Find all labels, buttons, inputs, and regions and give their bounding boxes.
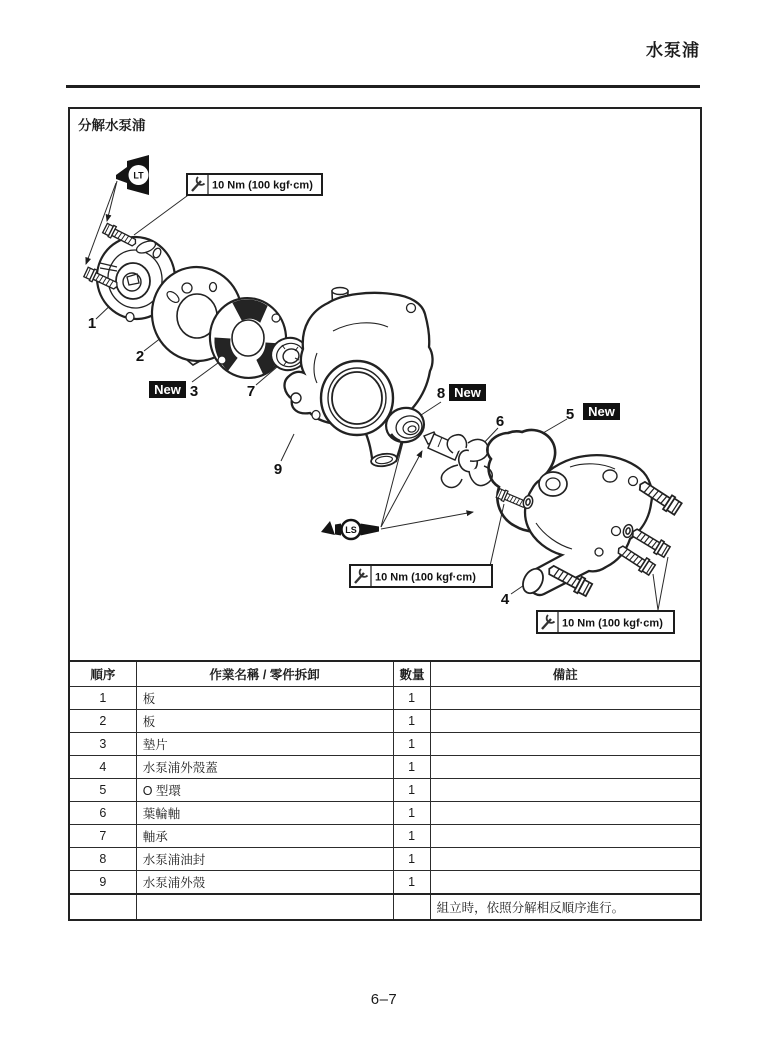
cell-qty: 1 xyxy=(393,733,430,756)
table-header-row xyxy=(69,661,701,687)
new-badge-5 xyxy=(583,403,620,420)
cell-name: 水泵浦外殼 xyxy=(136,871,393,895)
part-callout-1: 1 xyxy=(87,315,97,332)
table-row xyxy=(69,825,701,848)
cell-order: 9 xyxy=(69,871,136,895)
cell-remarks xyxy=(430,710,701,733)
part-callout-9: 9 xyxy=(273,461,283,478)
table-row xyxy=(69,802,701,825)
torque-value: 10 Nm (100 kgf·cm) xyxy=(212,179,313,192)
cell-remarks xyxy=(430,848,701,871)
col-header-order: 順序 xyxy=(69,661,136,687)
part-callout-6: 6 xyxy=(495,413,505,430)
part-callout-2: 2 xyxy=(135,348,145,365)
table-row xyxy=(69,779,701,802)
exploded-diagram-svg xyxy=(70,131,700,662)
ls-marker xyxy=(321,520,379,539)
cell-remarks xyxy=(430,802,701,825)
cell-qty: 1 xyxy=(393,825,430,848)
cell-name: 板 xyxy=(136,687,393,710)
torque-value: 10 Nm (100 kgf·cm) xyxy=(562,617,663,630)
page-title: 水泵浦 xyxy=(646,41,700,60)
header-rule xyxy=(66,85,700,88)
cell-order: 1 xyxy=(69,687,136,710)
col-header-name: 作業名稱 / 零件拆卸 xyxy=(136,661,393,687)
assembly-note-row xyxy=(69,894,701,920)
cell-qty: 1 xyxy=(393,687,430,710)
bolt-icon xyxy=(629,525,670,558)
cell-name: 水泵浦油封 xyxy=(136,848,393,871)
assembly-note: 組立時，依照分解相反順序進行。 xyxy=(430,894,701,920)
cell-remarks xyxy=(430,871,701,895)
torque-value: 10 Nm (100 kgf·cm) xyxy=(375,571,476,584)
part-callout-5: 5 xyxy=(565,406,575,423)
cell-remarks xyxy=(430,687,701,710)
page-number: 6–7 xyxy=(370,991,398,1008)
cell-qty: 1 xyxy=(393,779,430,802)
new-badge-label: New xyxy=(454,385,481,400)
cell-name: 水泵浦外殼蓋 xyxy=(136,756,393,779)
cell-order: 3 xyxy=(69,733,136,756)
table-row xyxy=(69,871,701,895)
table-row xyxy=(69,848,701,871)
cell-order: 8 xyxy=(69,848,136,871)
cell-remarks xyxy=(430,779,701,802)
cell-order xyxy=(69,894,136,920)
table-row xyxy=(69,710,701,733)
torque-callout-1 xyxy=(187,174,322,195)
lt-marker xyxy=(116,155,149,195)
table-row xyxy=(69,733,701,756)
cell-qty: 1 xyxy=(393,871,430,895)
cell-name: 板 xyxy=(136,710,393,733)
parts-table xyxy=(68,660,702,921)
part-callout-3: 3 xyxy=(189,383,199,400)
torque-callout-2 xyxy=(350,565,492,587)
cell-qty: 1 xyxy=(393,710,430,733)
new-badge-3 xyxy=(149,381,186,398)
cell-name: 葉輪軸 xyxy=(136,802,393,825)
cell-remarks xyxy=(430,756,701,779)
cell-name: 軸承 xyxy=(136,825,393,848)
lt-marker-label: LT xyxy=(133,170,144,181)
ls-marker-label: LS xyxy=(345,525,357,535)
cell-qty: 1 xyxy=(393,756,430,779)
part-callout-7: 7 xyxy=(246,383,256,400)
cell-qty: 1 xyxy=(393,802,430,825)
part-callout-4: 4 xyxy=(500,591,510,608)
cell-order: 5 xyxy=(69,779,136,802)
cell-qty xyxy=(393,894,430,920)
table-row xyxy=(69,756,701,779)
part-6 xyxy=(424,432,492,488)
diagram-panel xyxy=(68,107,702,915)
cell-name: 墊片 xyxy=(136,733,393,756)
ls-tube-icon xyxy=(321,521,335,535)
cell-order: 2 xyxy=(69,710,136,733)
cell-remarks xyxy=(430,733,701,756)
cell-order: 4 xyxy=(69,756,136,779)
cell-order: 7 xyxy=(69,825,136,848)
table-row xyxy=(69,687,701,710)
new-badge-label: New xyxy=(588,404,615,419)
cell-order: 6 xyxy=(69,802,136,825)
new-badge-8 xyxy=(449,384,486,401)
cell-name: O 型環 xyxy=(136,779,393,802)
panel-title: 分解水泵浦 xyxy=(78,118,146,133)
part-callout-8: 8 xyxy=(436,385,446,402)
cell-name xyxy=(136,894,393,920)
new-badge-label: New xyxy=(154,382,181,397)
cell-remarks xyxy=(430,825,701,848)
col-header-remarks: 備註 xyxy=(430,661,701,687)
col-header-qty: 數量 xyxy=(393,661,430,687)
cell-qty: 1 xyxy=(393,848,430,871)
torque-callout-3 xyxy=(537,611,674,633)
